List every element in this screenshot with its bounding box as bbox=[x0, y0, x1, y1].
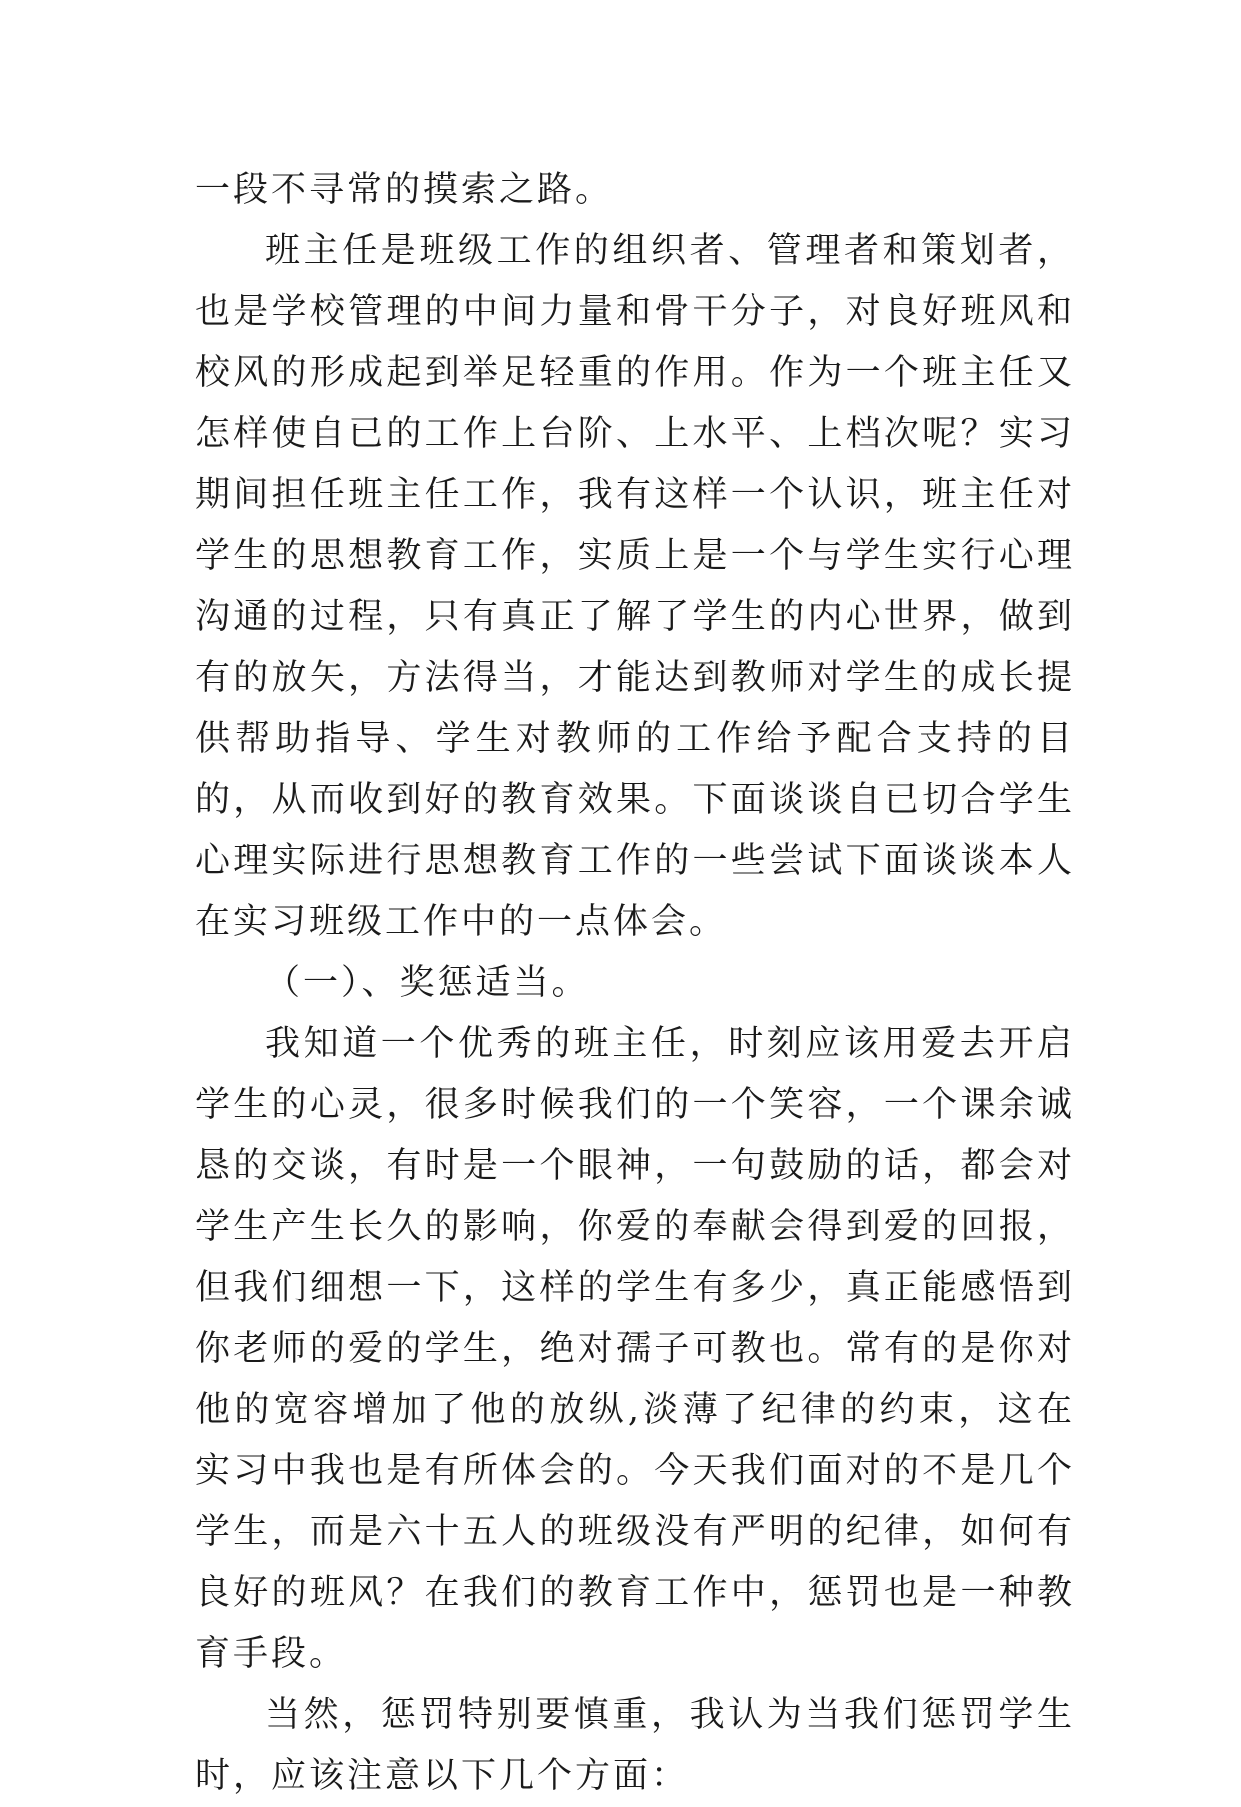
document-body bbox=[195, 160, 1075, 1807]
section-heading-rewards-punishments: （一）、奖惩适当。 bbox=[265, 963, 590, 1003]
paragraph-class-teacher-role: 班主任是班级工作的组织者、管理者和策划者，也是学校管理的中间力量和骨干分子，对良好班风和校风的形成起到举足轻重的作用。作为一个班主任又怎样使自已的工作上台阶、上水平、上档次呢？实习期间担任班主任工作，我有这样一个认识，班主任对学生的思想教育工作，实质上是一个与学生实行心理沟通的过程，只有真正了解了学生的内心世界，做到有的放矢，方法得当，才能达到教师对学生的成长提供帮助指导、学生对教师的工作给予配合支持的目的，从而收到好的教育效果。下面谈谈自已切合学生心理实际进行思想教育工作的一些尝试下面谈谈本人在实习班级工作中的一点体会。 bbox=[195, 231, 1075, 942]
paragraph-continuation: 一段不寻常的摸索之路。 bbox=[195, 170, 614, 210]
paragraph-punishment-caution: 当然，惩罚特别要慎重，我认为当我们惩罚学生时，应该注意以下几个方面： bbox=[195, 1695, 1075, 1796]
paragraph-love-and-discipline: 我知道一个优秀的班主任，时刻应该用爱去开启学生的心灵，很多时候我们的一个笑容，一个课余诚恳的交谈，有时是一个眼神，一句鼓励的话，都会对学生产生长久的影响，你爱的奉献会得到爱的回报，但我们细想一下，这样的学生有多少，真正能感悟到你老师的爱的学生，绝对孺子可教也。常有的是你对他的宽容增加了他的放纵,淡薄了纪律的约束，这在实习中我也是有所体会的。今天我们面对的不是几个学生，而是六十五人的班级没有严明的纪律，如何有良好的班风？在我们的教育工作中，惩罚也是一种教育手段。 bbox=[195, 1024, 1075, 1674]
